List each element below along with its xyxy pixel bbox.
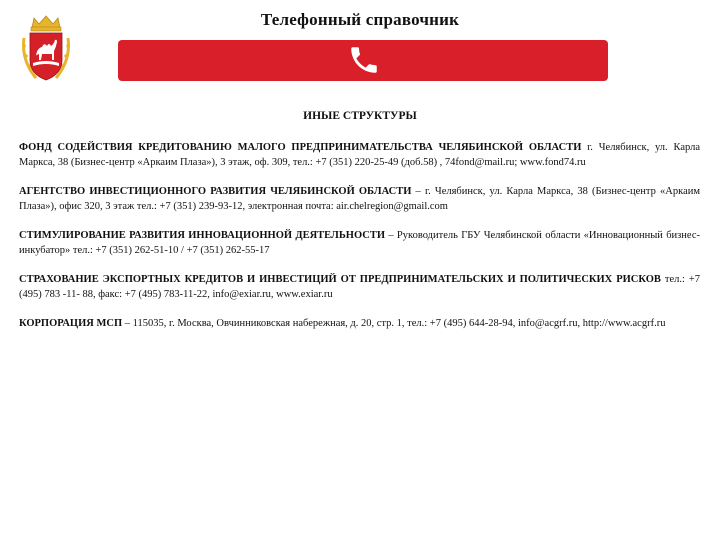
list-item [19,316,700,331]
entry-details: тел.: +7 (495) 783 -11- 88, факс: +7 (495) 783-11-22, info@exiar.ru, www.exiar.ru [19,274,701,300]
directory-list [19,140,700,345]
entry-details: г. Челябинск, ул. Карла Маркса, 38 (Бизнес-центр «Аркаим Плаза»), 3 этаж, оф. 309, тел.: +7 (351) 220-25-49 (доб.58) , 74fond@mail.ru; www.fond74.ru [19,142,700,168]
list-item [19,140,700,170]
list-item [19,228,700,258]
section-title: ИНЫЕ СТРУКТУРЫ [303,110,417,122]
entry-details: – 115035, г. Москва, Овчинниковская набережная, д. 20, стр. 1, тел.: +7 (495) 644-28-94, info@acgrf.ru, http://www.acgrf.ru [122,318,666,329]
entry-name: АГЕНТСТВО ИНВЕСТИЦИОННОГО РАЗВИТИЯ ЧЕЛЯБИНСКОЙ ОБЛАСТИ [19,186,412,197]
entry-details: – г. Челябинск, ул. Карла Маркса, 38 (Бизнес-центр «Аркаим Плаза»), офис 320, 3 этаж тел.: +7 (351) 239-93-12, электронная почта: air.chelregion@gmail.com [19,186,700,212]
entry-name: СТИМУЛИРОВАНИЕ РАЗВИТИЯ ИННОВАЦИОННОЙ ДЕЯТЕЛЬНОСТИ [19,230,386,241]
list-item [19,272,700,302]
entry-details: – Руководитель ГБУ Челябинской области «Инновационный бизнес-инкубатор» тел.: +7 (351) 262-51-10 / +7 (351) 262-55-17 [19,230,701,256]
entry-name: СТРАХОВАНИЕ ЭКСПОРТНЫХ КРЕДИТОВ И ИНВЕСТИЦИЙ ОТ ПРЕДПРИНИМАТЕЛЬСКИХ И ПОЛИТИЧЕСКИХ РИСКОВ [19,274,661,285]
entry-name: ФОНД СОДЕЙСТВИЯ КРЕДИТОВАНИЮ МАЛОГО ПРЕДПРИНИМАТЕЛЬСТВА ЧЕЛЯБИНСКОЙ ОБЛАСТИ [19,142,582,153]
list-item [19,184,700,214]
page-title: Телефонный справочник [260,10,460,29]
phone-handset-icon [347,43,381,77]
entry-name: КОРПОРАЦИЯ МСП [19,318,123,329]
phone-banner [118,40,608,81]
